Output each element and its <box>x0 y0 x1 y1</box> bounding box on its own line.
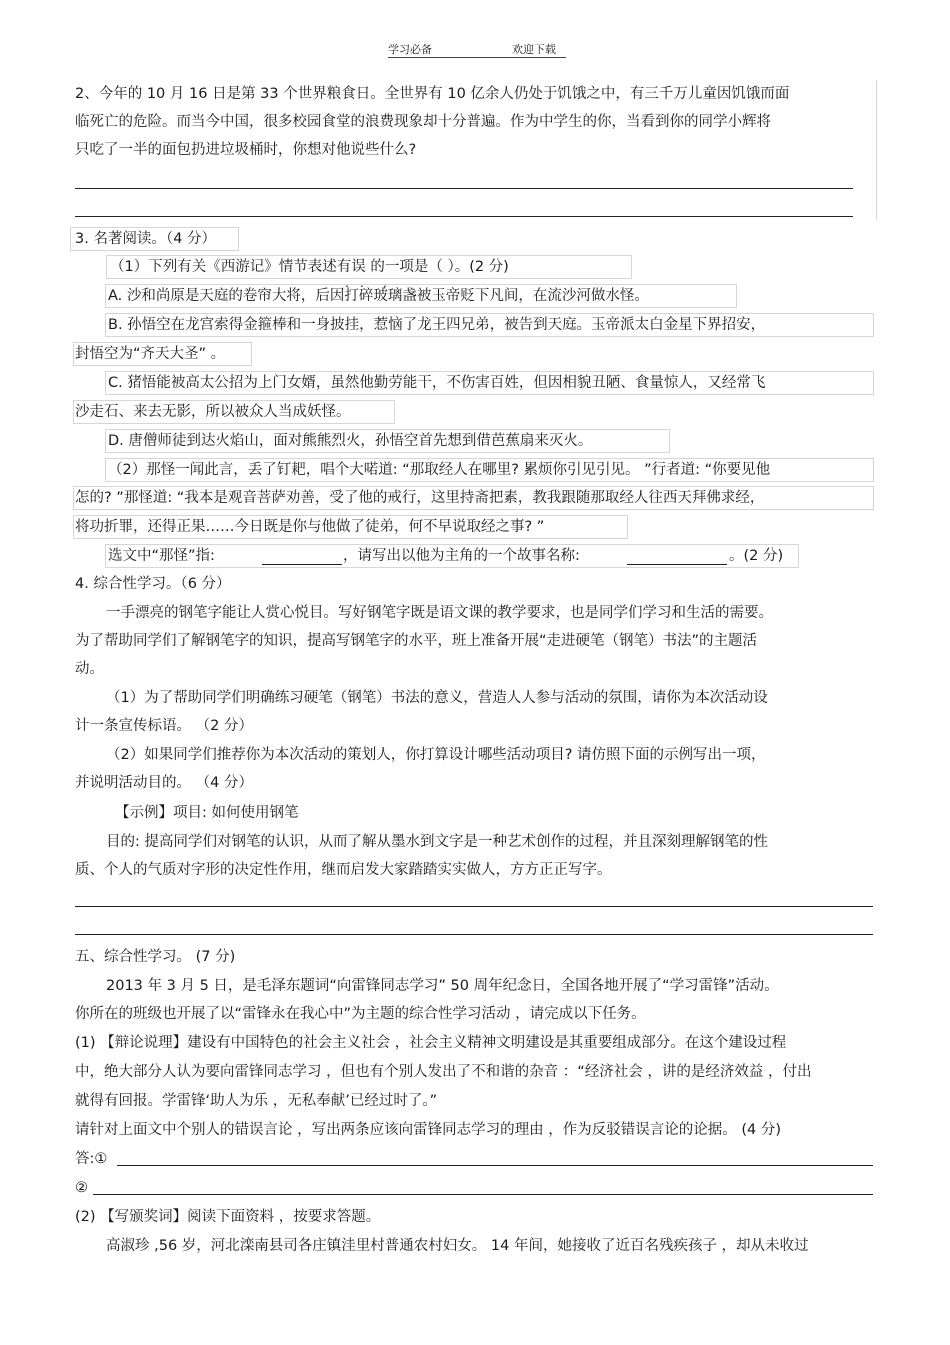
q3-option-c-2: 沙走石、来去无影，所以被众人当成妖怪。 <box>75 404 351 420</box>
q3-sub2-line-3: 将功折罪，还得正果……今日既是你与他做了徒弟，何不早说取经之事? ” <box>75 519 545 535</box>
q5-sub1-line-1: (1) 【辩论说理】建设有中国特色的社会主义社会 ，社会主义精神文明建设是其重要组成部分。在这个建设过程 <box>75 1035 787 1051</box>
q3-sub2-line-2: 怎的? ”那怪道: “我本是观音菩萨劝善，受了他的戒行，这里持斋把素，教我跟随那取经人往西天拜佛求经， <box>75 490 765 506</box>
q4-paragraph-1: 一手漂亮的钢笔字能让人赏心悦目。写好钢笔字既是语文课的教学要求，也是同学们学习和生活的需要。 <box>106 605 773 621</box>
q5-answer-1-line[interactable] <box>117 1165 873 1166</box>
q4-sub2-line-2: 并说明活动目的。 （4 分） <box>75 775 253 791</box>
q3-sub1: （1）下列有关《西游记》情节表述有误 的一项是（ ）。(2 分) <box>110 259 509 275</box>
q3-option-b-2: 封悟空为“齐天大圣” 。 <box>75 346 226 362</box>
q5-answer-2-line[interactable] <box>93 1194 873 1195</box>
q5-answer-1-label: 答:① <box>75 1151 108 1167</box>
q3-option-b-1: B. 孙悟空在龙宫索得金箍棒和一身披挂，惹恼了龙王四兄弟，被告到天庭。玉帝派太白金星下界招安， <box>108 317 766 333</box>
q2-answer-line-2[interactable] <box>75 216 853 217</box>
q2-line-1: 2、今年的 10 月 16 日是第 33 个世界粮食日。全世界有 10 亿余人仍处于饥饿之中，有三千万儿童因饥饿而面 <box>75 86 790 102</box>
margin-line <box>876 80 877 220</box>
q4-title: 4. 综合性学习。（6 分） <box>75 576 231 592</box>
q3-sub2-question-b: ，请写出以他为主角的一个故事名称: <box>343 548 580 564</box>
q5-title: 五、综合性学习。 (7 分) <box>75 949 236 965</box>
emphasis-dot: , <box>383 276 387 290</box>
header-right-label: 欢迎下载 <box>512 43 556 56</box>
q3-title: 3. 名著阅读。（4 分） <box>75 231 217 247</box>
q4-sub2-line-1: （2）如果同学们推荐你为本次活动的策划人，你打算设计哪些活动项目? 请仿照下面的示例写出一项， <box>106 747 766 763</box>
header-underline <box>388 57 566 58</box>
q3-sub2-line-1: （2）那怪一闻此言，丢了钉耙，唱个大喏道: “那取经人在哪里? 累烦你引见引见。 ”行者道: “你要见他 <box>108 462 771 478</box>
emphasis-dot: . <box>345 276 349 290</box>
q5-sub1-line-2: 中，绝大部分人认为要向雷锋同志学习 ，但也有个别人发出了不和谐的杂音 ：“经济社会 ，讲的是经济效益 ，付出 <box>75 1064 812 1080</box>
q3-option-d: D. 唐僧师徒到达火焰山，面对熊熊烈火，孙悟空首先想到借芭蕉扇来灭火。 <box>108 433 593 449</box>
blank-character-name[interactable] <box>262 564 342 565</box>
q2-line-2: 临死亡的危险。而当今中国，很多校园食堂的浪费现象却十分普遍。作为中学生的你，当看到你的同学小辉将 <box>75 114 771 130</box>
q5-paragraph-1: 2013 年 3 月 5 日，是毛泽东题词“向雷锋同志学习” 50 周年纪念日，全国各地开展了“学习雷锋”活动。 <box>106 978 779 994</box>
q4-answer-line-2[interactable] <box>75 934 873 935</box>
header-left-label: 学习必备 <box>388 43 432 56</box>
q4-example-purpose-1: 目的: 提高同学们对钢笔的认识，从而了解从墨水到文字是一种艺术创作的过程，并且深刻理解钢笔的性 <box>106 834 768 850</box>
q3-option-a: A. 沙和尚原是天庭的卷帘大将，后因打碎玻璃盏被玉帝贬下凡间，在流沙河做水怪。 <box>108 288 649 304</box>
q4-paragraph-3: 动。 <box>75 661 104 677</box>
q4-sub1-line-2: 计一条宣传标语。 （2 分） <box>75 718 253 734</box>
q2-line-3: 只吃了一半的面包扔进垃圾桶时，你想对他说些什么? <box>75 142 417 158</box>
q5-sub2-line-2: 高淑珍 ,56 岁，河北滦南县司各庄镇洼里村普通农村妇女。 14 年间，她接收了近百名残疾孩子 ，却从未收过 <box>106 1238 809 1254</box>
q4-answer-line-1[interactable] <box>75 906 873 907</box>
q3-sub2-question-a: 选文中“那怪”指: <box>108 548 215 564</box>
q3-sub2-question-c: 。(2 分) <box>729 548 784 564</box>
blank-story-name[interactable] <box>627 564 727 565</box>
q5-sub1-line-3: 就得有回报。学雷锋‘助人为乐 ，无私奉献’已经过时了。” <box>75 1093 438 1109</box>
q3-option-c-1: C. 猪悟能被高太公招为上门女婿，虽然他勤劳能干，不伤害百姓，但因相貌丑陋、食量惊人，又经常飞 <box>108 375 766 391</box>
emphasis-dot: . <box>360 276 364 290</box>
q4-paragraph-2: 为了帮助同学们了解钢笔字的知识，提高写钢笔字的水平，班上准备开展“走进硬笔（钢笔）书法”的主题活 <box>75 633 758 649</box>
q4-sub1-line-1: （1）为了帮助同学们明确练习硬笔（钢笔）书法的意义，营造人人参与活动的氛围，请你为本次活动设 <box>106 690 768 706</box>
q4-example-purpose-2: 质、个人的气质对字形的决定性作用，继而启发大家踏踏实实做人，方方正正写字。 <box>75 862 612 878</box>
q5-answer-2-label: ② <box>75 1180 88 1196</box>
q2-answer-line-1[interactable] <box>75 188 853 189</box>
q4-example-project: 【示例】项目: 如何使用钢笔 <box>115 805 299 821</box>
q5-paragraph-2: 你所在的班级也开展了以“雷锋永在我心中”为主题的综合性学习活动 ，请完成以下任务。 <box>75 1006 646 1022</box>
q5-sub1-line-4: 请针对上面文中个别人的错误言论 ，写出两条应该向雷锋同志学习的理由 ，作为反驳错误言论的论据。 (4 分) <box>75 1122 781 1138</box>
q5-sub2-line-1: (2) 【写颁奖词】阅读下面资料 ，按要求答题。 <box>75 1209 381 1225</box>
